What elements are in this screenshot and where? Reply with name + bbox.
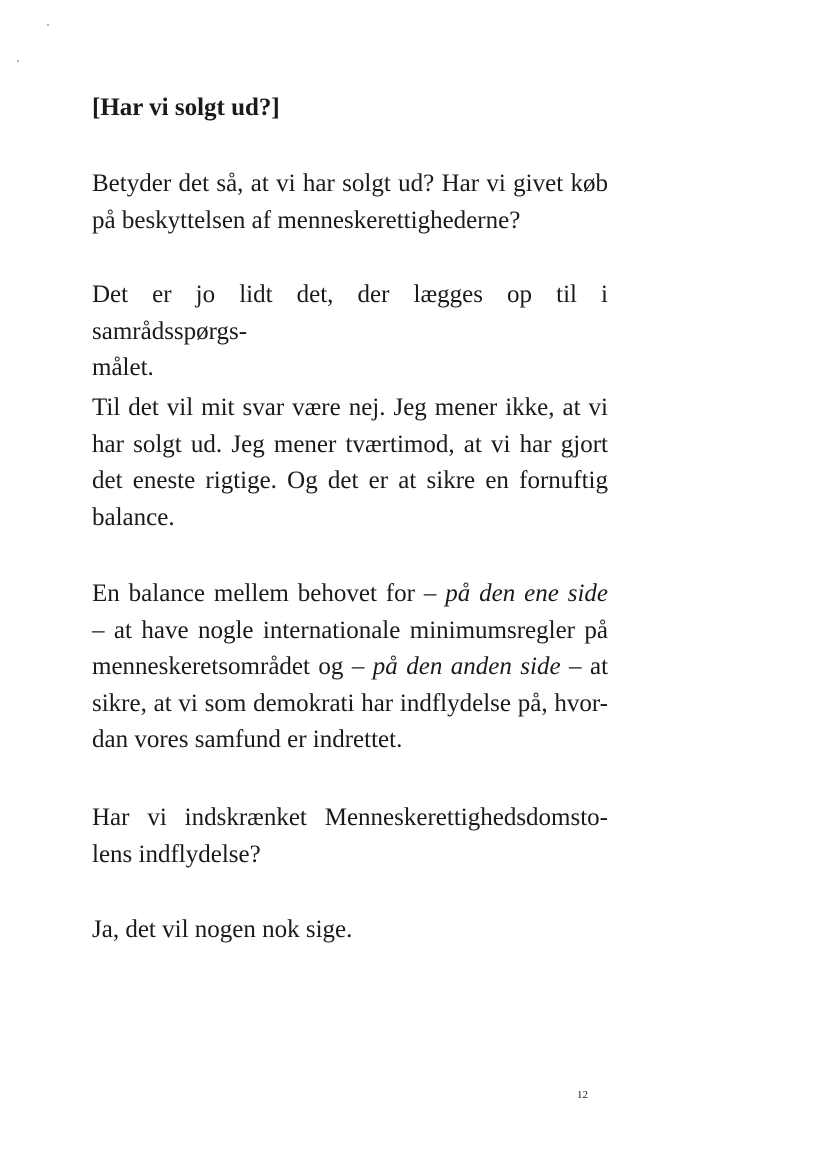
paragraph-line: Det er jo lidt det, der lægges op til i samrådsspørgs- xyxy=(92,281,608,345)
italic-text: på den ene side xyxy=(445,580,608,607)
italic-text: på den anden side xyxy=(372,653,561,680)
paragraph-line: Har vi indskrænket Menneskerettighedsdomsto- xyxy=(92,804,608,831)
page-number: 12 xyxy=(577,1089,588,1101)
text-run: En balance mellem behovet for – xyxy=(92,580,446,607)
paragraph-2 xyxy=(92,277,608,387)
paragraph-1 xyxy=(92,166,608,239)
paragraph-line xyxy=(92,576,608,613)
paragraph-line: lens indflydelse? xyxy=(92,840,261,868)
paragraph-4 xyxy=(92,576,608,759)
paragraph-line xyxy=(92,649,608,686)
paragraph-line: har solgt ud. Jeg mener tværtimod, at vi har gjort xyxy=(92,430,608,458)
paragraph-line: Betyder det så, at vi har solgt ud? Har vi givet køb xyxy=(92,170,608,197)
paragraph-3 xyxy=(92,390,608,536)
section-heading: [Har vi solgt ud?] xyxy=(92,94,280,121)
scan-speck xyxy=(47,24,49,26)
paragraph-line: sikre, at vi som demokrati har indflydelse på, hvor- xyxy=(92,689,608,717)
paragraph-line: det eneste rigtige. Og det er at sikre en fornuftig xyxy=(92,467,608,494)
paragraph-line: på beskyttelsen af menneskerettighederne? xyxy=(92,206,521,234)
paragraph-line: Til det vil mit svar være nej. Jeg mener ikke, at vi xyxy=(92,394,608,421)
text-run: menneskeretsområdet og – xyxy=(92,653,373,680)
scan-speck xyxy=(17,60,19,62)
paragraph-line: dan vores samfund er indrettet. xyxy=(92,726,403,753)
paragraph-line: målet. xyxy=(92,354,154,381)
text-run: – at xyxy=(560,653,609,680)
paragraph-line: balance. xyxy=(92,503,175,531)
paragraph-5 xyxy=(92,800,608,873)
paragraph-line: Ja, det vil nogen nok sige. xyxy=(92,916,353,943)
paragraph-line: – at have nogle internationale minimumsregler på xyxy=(92,616,608,644)
paragraph-6 xyxy=(92,912,608,949)
